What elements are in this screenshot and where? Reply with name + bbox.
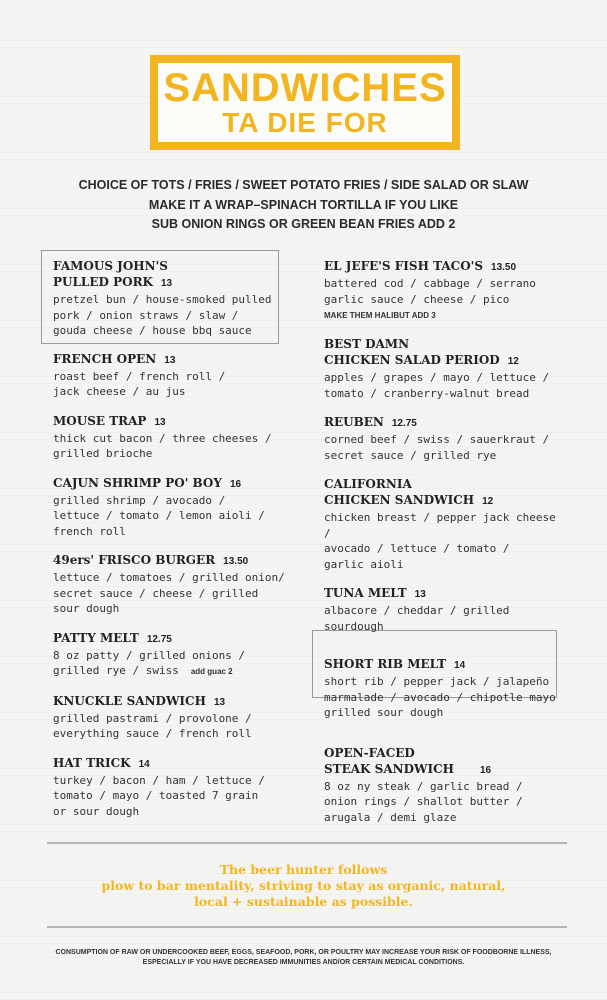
item-name: TUNA MELT 13: [324, 586, 426, 600]
item-name: CALIFORNIA: [324, 477, 412, 491]
item-desc: thick cut bacon / three cheeses /: [53, 431, 272, 445]
menu-item-famous-johns-pulled-pork: [53, 258, 293, 339]
item-desc: grilled brioche: [53, 447, 153, 460]
title-frame: [157, 62, 453, 143]
item-desc: arugala / demi glaze: [324, 810, 457, 824]
item-price: 16: [229, 478, 242, 490]
item-desc: corned beef / swiss / sauerkraut /: [324, 433, 550, 446]
item-desc: turkey / bacon / ham / lettuce /: [53, 773, 265, 787]
item-name: HAT TRICK 14: [53, 755, 150, 770]
item-price: 13: [160, 278, 173, 289]
menu-column-right: [324, 258, 564, 825]
menu-column-left: [53, 258, 293, 819]
item-price: 13: [164, 354, 176, 366]
item-price: 13.50: [223, 556, 249, 567]
item-name: KNUCKLE SANDWICH 13: [53, 693, 226, 708]
tagline: [0, 862, 607, 910]
item-price: 13: [213, 696, 226, 708]
item-desc: or sour dough: [53, 804, 140, 818]
item-desc: pork / onion straws / slaw /: [53, 308, 239, 322]
menu-item-chicken-salad: [324, 336, 564, 401]
item-desc: avocado / lettuce / tomato /: [324, 542, 510, 555]
item-price: 13: [414, 589, 426, 600]
item-desc: short rib / pepper jack / jalapeño: [324, 675, 550, 688]
item-desc: roast beef / french roll /: [53, 369, 226, 383]
item-desc: secret sauce / grilled rye: [324, 448, 497, 462]
food-safety-disclaimer: [0, 948, 607, 968]
item-desc: 8 oz patty / grilled onions /: [53, 648, 246, 662]
item-price: 16: [480, 764, 492, 776]
item-desc: grilled sour dough: [324, 706, 444, 719]
item-desc: sourdough: [324, 619, 384, 633]
menu-title: SANDWICHES: [163, 65, 447, 110]
item-desc: tomato / cranberry-walnut bread: [324, 386, 530, 400]
item-name: CHICKEN SANDWICH 12: [324, 493, 494, 507]
item-desc: tomato / mayo / toasted 7 grain: [53, 789, 259, 802]
tagline-line: plow to bar mentality, striving to stay as organic, natural,: [101, 878, 506, 893]
item-name: PULLED PORK 13: [53, 275, 173, 289]
menu-item-hat-trick: [53, 755, 293, 820]
options-line: CHOICE OF TOTS / FRIES / SWEET POTATO FRIES / SIDE SALAD OR SLAW: [78, 178, 529, 192]
item-desc: lettuce / tomatoes / grilled onion/: [53, 571, 285, 584]
item-desc: marmalade / avocado / chipotle mayo: [324, 690, 556, 704]
item-price: 12: [482, 496, 494, 507]
divider-top: [47, 842, 567, 844]
menu-subtitle: TA DIE FOR: [222, 106, 388, 138]
item-desc: secret sauce / cheese / grilled: [53, 586, 259, 600]
menu-item-tuna-melt: [324, 585, 564, 634]
item-desc: battered cod / cabbage / serrano: [324, 277, 536, 290]
item-desc: garlic sauce / cheese / pico: [324, 292, 510, 306]
menu-item-open-faced-steak: [324, 745, 564, 826]
menu-item-mouse-trap: [53, 413, 293, 462]
item-name: REUBEN 12.75: [324, 415, 417, 429]
item-name: SHORT RIB MELT 14: [324, 657, 466, 671]
menu-item-patty-melt: [53, 630, 293, 680]
options-line: MAKE IT A WRAP–SPINACH TORTILLA IF YOU LIKE: [148, 197, 459, 212]
menu-item-frisco-burger: [53, 552, 293, 617]
item-addon: add guac 2: [190, 667, 233, 676]
item-price: 13: [154, 416, 166, 428]
menu-item-knuckle-sandwich: [53, 693, 293, 742]
item-name: EL JEFE'S FISH TACO'S 13.50: [324, 259, 517, 273]
menu-item-cajun-shrimp: [53, 475, 293, 540]
menu-item-reuben: [324, 414, 564, 463]
menu-item-short-rib-melt: [324, 656, 564, 721]
item-desc: chicken breast / pepper jack cheese /: [324, 511, 556, 540]
item-name: CAJUN SHRIMP PO' BOY 16: [53, 475, 242, 490]
item-desc: everything sauce / french roll: [53, 727, 252, 740]
item-desc: french roll: [53, 524, 126, 538]
menu-item-california-chicken: [324, 476, 564, 572]
item-desc: albacore / cheddar / grilled: [324, 604, 510, 617]
item-price: 12.75: [391, 418, 417, 429]
item-name: PATTY MELT 12.75: [53, 630, 172, 645]
item-desc: garlic aioli: [324, 557, 404, 571]
item-desc: jack cheese / au jus: [53, 385, 186, 398]
item-desc: lettuce / tomato / lemon aioli /: [53, 509, 265, 522]
item-desc: sour dough: [53, 602, 120, 615]
item-price: 12.75: [146, 633, 172, 645]
item-desc: pretzel bun / house-smoked pulled: [53, 293, 272, 306]
item-price: 14: [138, 758, 150, 770]
item-desc: onion rings / shallot butter /: [324, 795, 523, 808]
item-name: CHICKEN SALAD PERIOD 12: [324, 353, 519, 367]
title-banner: [150, 55, 460, 150]
item-desc: grilled pastrami / provolone /: [53, 711, 252, 725]
item-name: FRENCH OPEN 13: [53, 351, 176, 366]
item-desc: apples / grapes / mayo / lettuce /: [324, 371, 550, 384]
options-line: SUB ONION RINGS OR GREEN BEAN FRIES ADD 2: [151, 217, 456, 231]
item-desc: grilled rye / swiss add guac 2: [53, 664, 233, 677]
tagline-line: local + sustainable as possible.: [194, 894, 413, 909]
disclaimer-line: ESPECIALLY IF YOU HAVE DECREASED IMMUNITIES AND/OR CERTAIN MEDICAL CONDITIONS.: [142, 959, 465, 966]
item-desc: 8 oz ny steak / garlic bread /: [324, 779, 523, 793]
item-price: 12: [507, 356, 519, 367]
item-desc: grilled shrimp / avocado /: [53, 493, 226, 507]
side-options: [0, 176, 607, 235]
item-name: 49ers' FRISCO BURGER 13.50: [53, 553, 249, 567]
item-name: FAMOUS JOHN'S: [53, 259, 168, 273]
divider-bottom: [47, 926, 567, 928]
menu-item-fish-tacos: [324, 258, 564, 325]
item-name: BEST DAMN: [324, 337, 410, 351]
item-note: MAKE THEM HALIBUT ADD 3: [324, 311, 436, 320]
menu-item-french-open: [53, 351, 293, 400]
disclaimer-line: CONSUMPTION OF RAW OR UNDERCOOKED BEEF, EGGS, SEAFOOD, PORK, OR POULTRY MAY INCREASE YOUR RISK OF FOODBORNE ILLNESS,: [55, 949, 552, 956]
tagline-line: The beer hunter follows: [219, 862, 388, 877]
item-name: OPEN-FACED: [324, 745, 415, 760]
item-desc: gouda cheese / house bbq sauce: [53, 324, 252, 337]
item-name: STEAK SANDWICH 16: [324, 761, 492, 776]
item-price: 14: [454, 660, 466, 671]
item-price: 13.50: [491, 262, 517, 273]
item-name: MOUSE TRAP 13: [53, 413, 166, 428]
